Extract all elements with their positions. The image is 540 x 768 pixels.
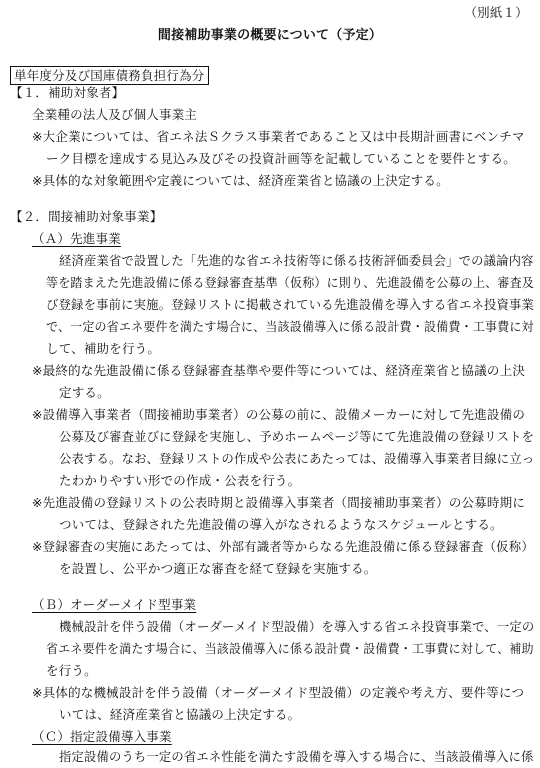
subsection-c-line: 指定設備のうち一定の省エネ性能を満たす設備を導入する場合に、当該設備導入に係 xyxy=(59,749,534,764)
subsection-b-line: 機械設計を伴う設備（オーダーメイド型設備）を導入する省エネ投資事業で、一定の xyxy=(59,619,535,634)
subsection-a-line: び登録を事前に実施。登録リストに掲載されている先進設備を導入する省エネ投資事業 xyxy=(46,297,535,312)
subsection-a-line: ついては、登録された先進設備の導入がなされるようなスケジュールとする。 xyxy=(59,517,503,532)
subsection-a-line: を設置し、公平かつ適正な審査を経て登録を実施する。 xyxy=(59,561,377,576)
section1-line: ※具体的な対象範囲や定義については、経済産業省と協議の上決定する。 xyxy=(32,173,449,188)
subsection-a-line: 公募及び審査並びに登録を実施し、予めホームページ等にて先進設備の登録リストを xyxy=(59,429,535,444)
subsection-a-heading: （Ａ）先進事業 xyxy=(32,231,121,246)
subsection-b-line: ※具体的な機械設計を伴う設備（オーダーメイド型設備）の定義や考え方、要件等につ xyxy=(32,685,525,700)
subsection-b-heading: （Ｂ）オーダーメイド型事業 xyxy=(32,597,197,612)
annex-label: （別紙１） xyxy=(464,5,528,20)
page-title: 間接補助事業の概要について（予定） xyxy=(157,28,383,43)
section1-line: 全業種の法人及び個人事業主 xyxy=(32,107,198,122)
subsection-a-line: で、一定の省エネ要件を満たす場合に、当該設備導入に係る設計費・設備費・工事費に対 xyxy=(46,319,534,334)
subsection-a-line: ※先進設備の登録リストの公表時期と設備導入事業者（間接補助事業者）の公募時期に xyxy=(32,495,526,510)
subsection-b-line: を行う。 xyxy=(46,663,97,678)
section1-line: ※大企業については、省エネ法Ｓクラス事業者であること又は中長期計画書にベンチマ xyxy=(32,129,525,144)
framed-heading: 単年度分及び国庫債務負担行為分 xyxy=(10,66,209,85)
subsection-c-heading: （Ｃ）指定設備導入事業 xyxy=(32,729,172,744)
subsection-a-line: 等を踏まえた先進設備に係る登録審査基準（仮称）に則り、先進設備を公募の上、審査及 xyxy=(46,275,534,290)
subsection-b-line: いては、経済産業省と協議の上決定する。 xyxy=(59,707,301,722)
subsection-a-line: ※登録審査の実施にあたっては、外部有識者等からなる先進設備に係る登録審査（仮称） xyxy=(32,539,534,554)
subsection-a-line: 公表する。なお、登録リストの作成や公表にあたっては、設備導入事業者目線に立っ xyxy=(59,451,535,466)
subsection-b-line: 省エネ要件を満たす場合に、当該設備導入に係る設計費・設備費・工事費に対して、補助 xyxy=(46,641,534,656)
subsection-a-line: ※設備導入事業者（間接補助事業者）の公募の前に、設備メーカーに対して先進設備の xyxy=(32,407,526,422)
subsection-a-line: ※最終的な先進設備に係る登録審査基準や要件等については、経済産業省と協議の上決 xyxy=(32,363,526,378)
subsection-a-line: 定する。 xyxy=(59,385,110,400)
subsection-a-line: して、補助を行う。 xyxy=(46,341,161,356)
subsection-a-line: 経済産業省で設置した「先進的な省エネ技術等に係る技術評価委員会」での議論内容 xyxy=(59,253,534,268)
subsection-a-line: たわかりやすい形での作成・公表を行う。 xyxy=(59,473,301,488)
section2-heading: 【２．間接補助対象事業】 xyxy=(10,209,163,224)
section1-line: ーク目標を達成する見込み及びその投資計画等を記載していることを要件とする。 xyxy=(46,151,516,166)
section1-heading: 【１．補助対象者】 xyxy=(10,85,125,100)
